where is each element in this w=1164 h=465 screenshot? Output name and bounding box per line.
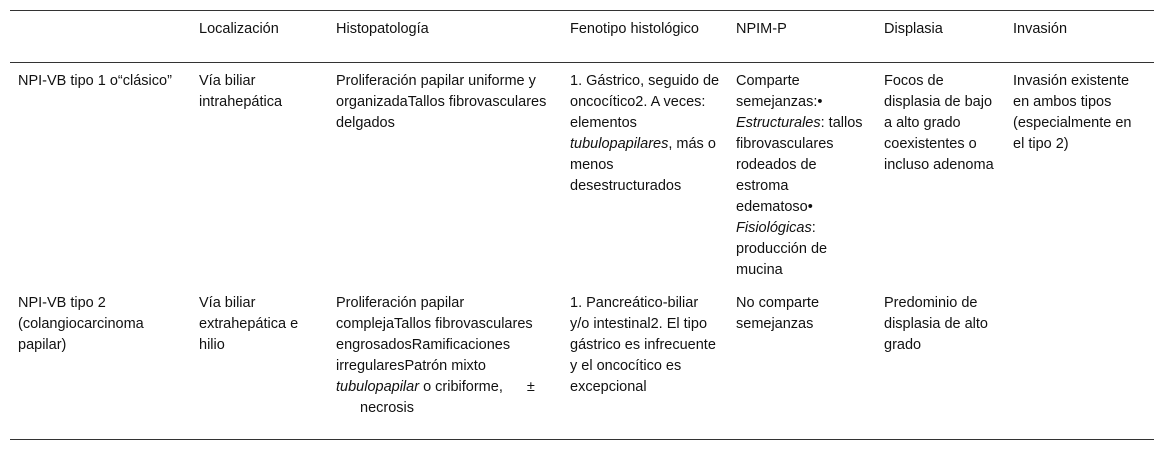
table-row <box>10 289 1154 440</box>
table-row <box>10 63 1154 290</box>
cell-displasia: Predominio de displasia de alto grado <box>884 295 988 353</box>
histopatologia-text-end: necrosis <box>360 400 414 416</box>
npim-italic-fisiologicas: Fisiológicas <box>736 220 812 236</box>
fenotipo-text-end: , más o menos desestructurados <box>570 136 716 194</box>
cell-tipo: NPI-VB tipo 1 o“clásico” <box>18 73 172 89</box>
cell-localizacion: Vía biliar intrahepática <box>199 73 283 110</box>
header-localizacion: Localización <box>199 21 279 37</box>
npim-text-mid: : tallos fibrovasculares rodeados de estroma edematoso• <box>736 115 863 215</box>
cell-fenotipo: 1. Pancreático-biliar y/o intestinal2. El tipo gástrico es infrecuente y el oncocítico es excepcional <box>570 295 716 395</box>
plus-minus-symbol: ± <box>526 379 535 395</box>
cell-histopatologia <box>328 289 562 440</box>
table-header-row <box>10 11 1154 63</box>
npim-text: Comparte semejanzas:• <box>736 73 823 110</box>
cell-histopatologia: Proliferación papilar uniforme y organizadaTallos fibrovasculares delgados <box>336 73 547 131</box>
fenotipo-text: 1. Gástrico, seguido de oncocítico2. A veces: elementos <box>570 73 720 131</box>
cell-npim: No comparte semejanzas <box>736 295 820 332</box>
cell-invasion <box>1005 289 1154 440</box>
cell-tipo: NPI-VB tipo 2 (colangiocarcinoma papilar) <box>18 295 144 353</box>
cell-fenotipo <box>562 63 728 290</box>
histopatologia-text-mid: o cribiforme, <box>419 379 503 395</box>
header-fenotipo: Fenotipo histológico <box>570 21 699 37</box>
cell-localizacion: Vía biliar extrahepática e hilio <box>199 295 299 353</box>
cell-npim <box>728 63 876 290</box>
fenotipo-italic: tubulopapilares <box>570 136 669 152</box>
npim-text-end: : producción de mucina <box>736 220 828 278</box>
header-npim-p: NPIM-P <box>736 21 787 37</box>
npim-italic-estructurales: Estructurales <box>736 115 821 131</box>
header-displasia: Displasia <box>884 21 943 37</box>
histopatologia-italic: tubulopapilar <box>336 379 420 395</box>
header-histopatologia: Histopatología <box>336 21 429 37</box>
comparison-table <box>10 10 1154 440</box>
header-empty <box>10 11 191 63</box>
histopatologia-text: Proliferación papilar complejaTallos fibrovasculares engrosadosRamificaciones irregularesPatrón mixto <box>336 295 533 374</box>
header-invasion: Invasión <box>1013 21 1068 37</box>
cell-displasia: Focos de displasia de bajo a alto grado coexistentes o incluso adenoma <box>884 73 994 173</box>
cell-invasion: Invasión existente en ambos tipos (especialmente en el tipo 2) <box>1013 73 1132 152</box>
